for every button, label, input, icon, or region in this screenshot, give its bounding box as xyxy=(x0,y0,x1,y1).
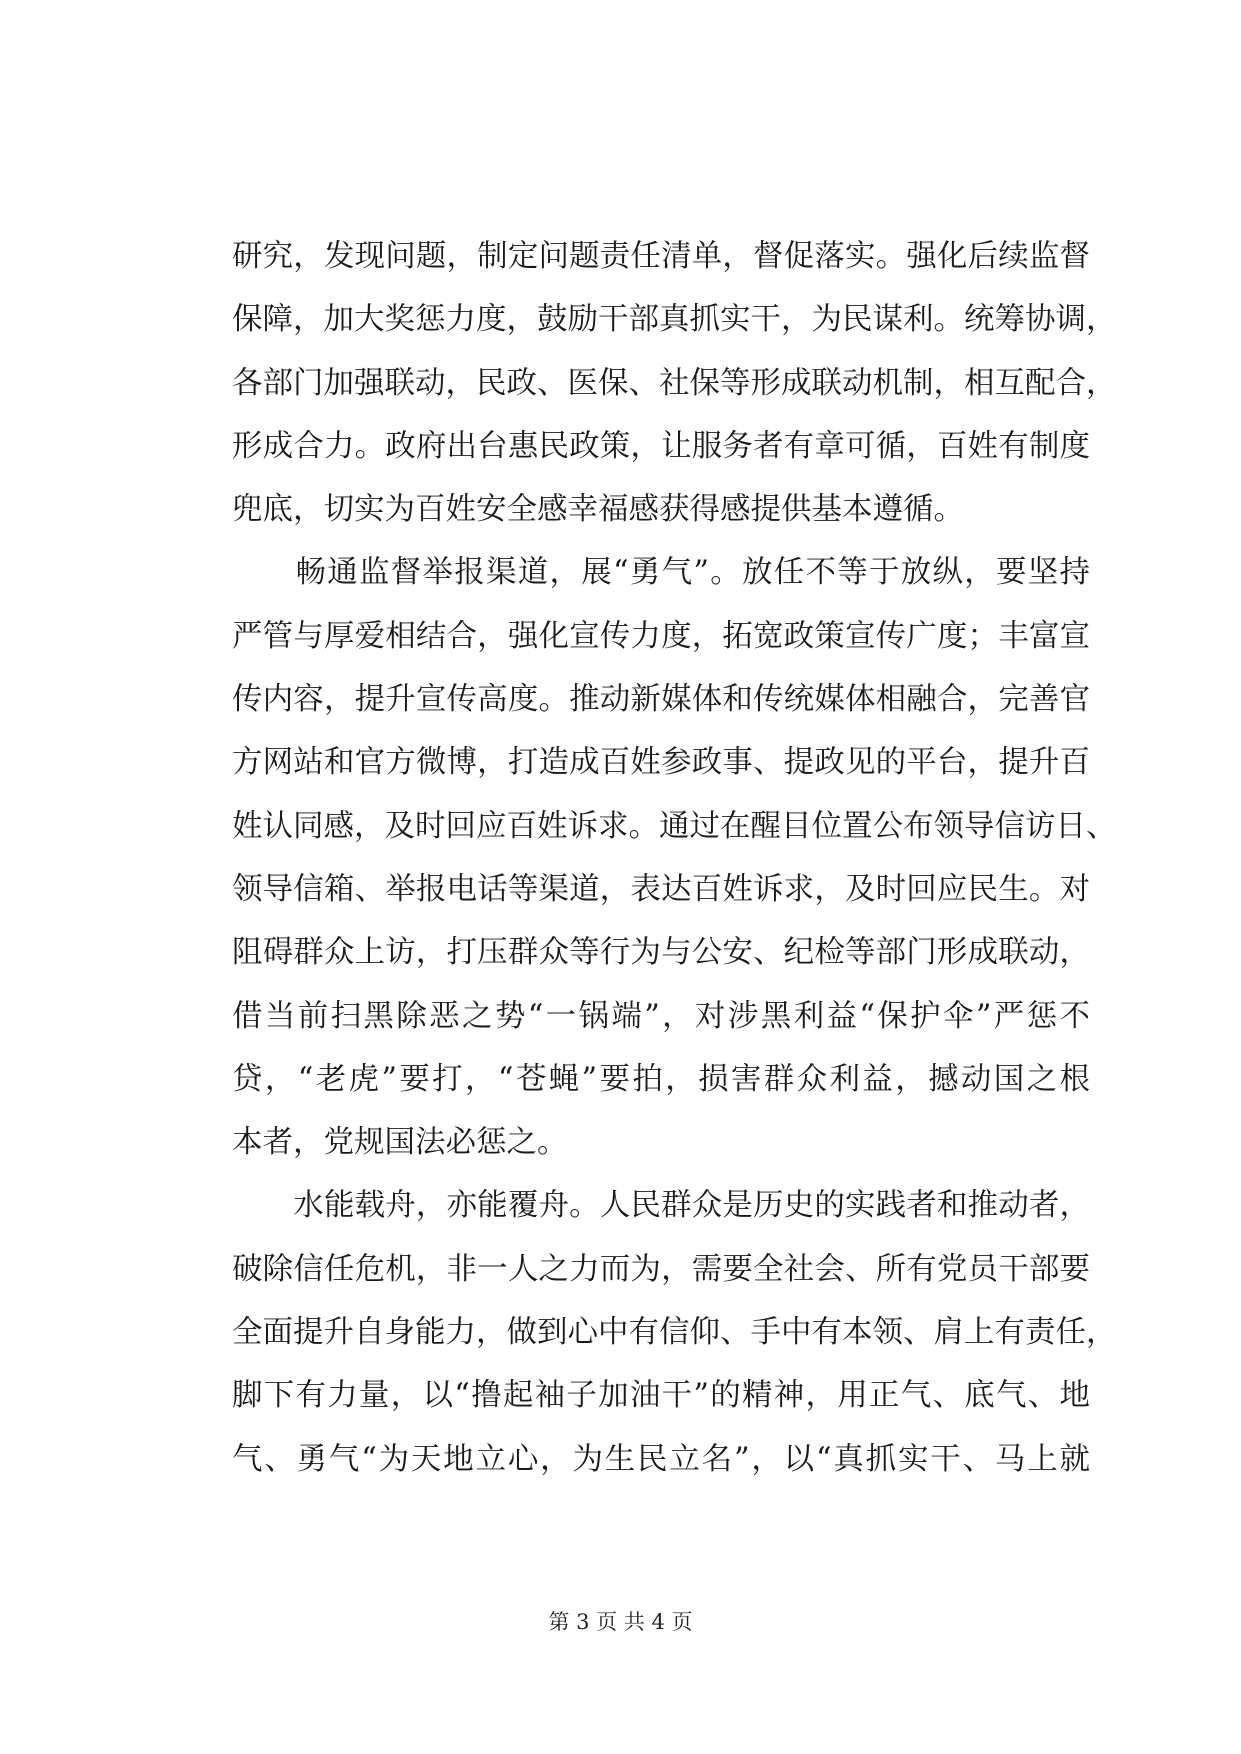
text-line: 保障，加大奖惩力度，鼓励干部真抓实干，为民谋利。统筹协调， xyxy=(232,302,1117,338)
text-line: 姓认同感，及时回应百姓诉求。通过在醒目位置公布领导信访日、 xyxy=(232,808,1117,844)
text-line: 全面提升自身能力，做到心中有信仰、手中有本领、肩上有责任， xyxy=(232,1315,1117,1351)
text-line: 畅通监督举报渠道，展“勇气”。放任不等于放纵，要坚持 xyxy=(232,555,1090,591)
text-line: 水能载舟，亦能覆舟。人民群众是历史的实践者和推动者， xyxy=(232,1188,1090,1224)
text-line: 脚下有力量，以“撸起袖子加油干”的精神，用正气、底气、地 xyxy=(232,1378,1090,1414)
text-line: 阻碍群众上访，打压群众等行为与公安、纪检等部门形成联动， xyxy=(232,935,1090,971)
text-line: 各部门加强联动，民政、医保、社保等形成联动机制，相互配合， xyxy=(232,365,1117,401)
text-line: 兜底，切实为百姓安全感幸福感获得感提供基本遵循。 xyxy=(232,492,964,528)
text-line: 领导信箱、举报电话等渠道，表达百姓诉求，及时回应民生。对 xyxy=(232,871,1090,907)
text-line: 严管与厚爱相结合，强化宣传力度，拓宽政策宣传广度；丰富宣 xyxy=(232,618,1090,654)
page-number: 第 3 页 共 4 页 xyxy=(548,1610,693,1634)
text-line: 气、勇气“为天地立心，为生民立名”，以“真抓实干、马上就 xyxy=(232,1441,1090,1477)
page-footer xyxy=(0,1607,1241,1637)
text-line: 贷，“老虎”要打，“苍蝇”要拍，损害群众利益，撼动国之根 xyxy=(232,1061,1090,1097)
text-line: 研究，发现问题，制定问题责任清单，督促落实。强化后续监督 xyxy=(232,239,1090,274)
text-line: 形成合力。政府出台惠民政策，让服务者有章可循，百姓有制度 xyxy=(232,428,1090,464)
text-line: 借当前扫黑除恶之势“一锅端”，对涉黑利益“保护伞”严惩不 xyxy=(232,998,1090,1034)
text-line: 传内容，提升宣传高度。推动新媒体和传统媒体相融合，完善官 xyxy=(232,682,1090,718)
document-body xyxy=(232,225,1117,1491)
text-line: 破除信任危机，非一人之力而为，需要全社会、所有党员干部要 xyxy=(232,1251,1090,1287)
text-line: 本者，党规国法必惩之。 xyxy=(232,1125,568,1161)
text-line: 方网站和官方微博，打造成百姓参政事、提政见的平台，提升百 xyxy=(232,745,1090,781)
